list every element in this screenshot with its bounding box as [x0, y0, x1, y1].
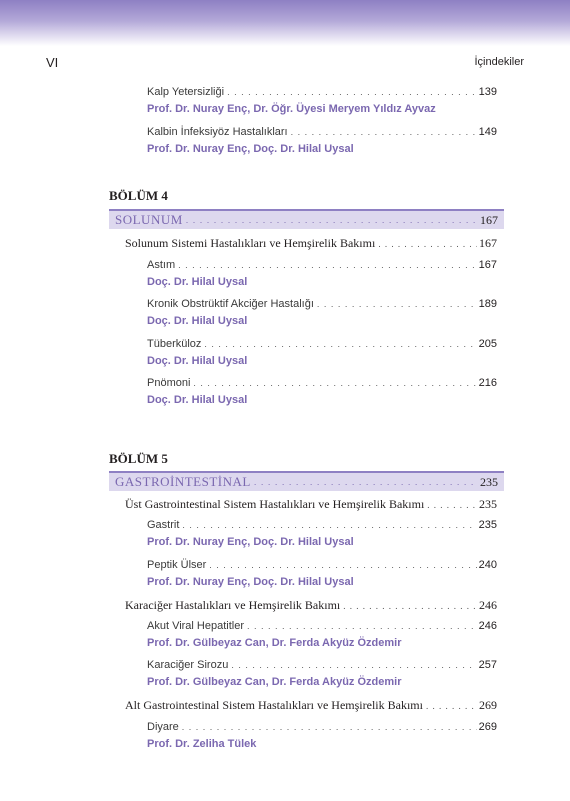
section-title: GASTROİNTESTİNAL — [115, 474, 251, 489]
dot-leader — [426, 701, 477, 711]
running-title: İçindekiler — [474, 56, 524, 68]
entry-page: 205 — [478, 338, 497, 350]
subsection-page: 167 — [479, 236, 497, 250]
entry-page: 167 — [478, 259, 497, 271]
section-page: 167 — [480, 212, 498, 227]
entry-authors: Doç. Dr. Hilal Uysal — [147, 315, 248, 327]
dot-leader — [378, 239, 477, 249]
chapter-heading: BÖLÜM 4 — [109, 188, 168, 203]
dot-leader — [227, 87, 477, 97]
dot-leader — [193, 378, 476, 388]
entry-page: 149 — [478, 126, 497, 138]
entry-authors: Prof. Dr. Zeliha Tülek — [147, 738, 257, 750]
section-page: 235 — [480, 474, 498, 489]
header-band — [0, 0, 570, 46]
dot-leader — [204, 339, 476, 349]
entry-page: 240 — [478, 559, 497, 571]
entry-title: Gastrit — [147, 519, 180, 531]
entry-title: Karaciğer Sirozu — [147, 659, 229, 671]
entry-title: Kalp Yetersizliği — [147, 86, 225, 98]
entry-authors: Doç. Dr. Hilal Uysal — [147, 394, 248, 406]
dot-leader — [427, 500, 477, 510]
section-bar[interactable] — [109, 471, 504, 491]
entry-page: 269 — [478, 721, 497, 733]
entry-title: Tüberküloz — [147, 338, 202, 350]
dot-leader — [231, 660, 476, 670]
dot-leader — [247, 621, 477, 631]
entry-page: 216 — [478, 377, 497, 389]
toc-entry[interactable] — [147, 721, 497, 750]
section-bar[interactable] — [109, 209, 504, 229]
page-number: VI — [46, 55, 59, 70]
subsection-page: 235 — [479, 497, 497, 511]
dot-leader — [178, 260, 477, 270]
toc-entry[interactable] — [147, 559, 497, 588]
toc-entry[interactable] — [147, 338, 497, 367]
toc-entry[interactable] — [147, 126, 497, 155]
subsection-title: Üst Gastrointestinal Sistem Hastalıkları ve Hemşirelik Bakımı — [125, 497, 425, 511]
entry-page: 235 — [478, 519, 497, 531]
entry-authors: Doç. Dr. Hilal Uysal — [147, 355, 248, 367]
dot-leader — [317, 299, 477, 309]
toc-entry[interactable] — [147, 86, 497, 115]
section-title: SOLUNUM — [115, 212, 183, 227]
chapter-heading: BÖLÜM 5 — [109, 451, 168, 466]
dot-leader — [291, 127, 477, 137]
entry-title: Diyare — [147, 721, 179, 733]
entry-title: Kronik Obstrüktif Akciğer Hastalığı — [147, 298, 314, 310]
toc-entry[interactable] — [147, 659, 497, 688]
dot-leader — [209, 560, 476, 570]
subsection-entry[interactable] — [125, 698, 497, 713]
toc-entry[interactable] — [147, 377, 497, 406]
entry-title: Akut Viral Hepatitler — [147, 620, 245, 632]
entry-title: Pnömoni — [147, 377, 191, 389]
toc-entry[interactable] — [147, 519, 497, 548]
entry-page: 189 — [478, 298, 497, 310]
subsection-title: Alt Gastrointestinal Sistem Hastalıkları ve Hemşirelik Bakımı — [125, 698, 423, 712]
subsection-entry[interactable] — [125, 236, 497, 251]
entry-page: 139 — [478, 86, 497, 98]
subsection-entry[interactable] — [125, 598, 497, 613]
subsection-title: Karaciğer Hastalıkları ve Hemşirelik Bakımı — [125, 598, 341, 612]
dot-leader — [254, 477, 478, 487]
entry-page: 246 — [478, 620, 497, 632]
dot-leader — [182, 722, 477, 732]
entry-authors: Prof. Dr. Nuray Enç, Doç. Dr. Hilal Uysal — [147, 143, 354, 155]
entry-authors: Doç. Dr. Hilal Uysal — [147, 276, 248, 288]
entry-title: Kalbin İnfeksiyöz Hastalıkları — [147, 126, 288, 138]
subsection-title: Solunum Sistemi Hastalıkları ve Hemşirelik Bakımı — [125, 236, 376, 250]
dot-leader — [343, 601, 477, 611]
entry-authors: Prof. Dr. Gülbeyaz Can, Dr. Ferda Akyüz Özdemir — [147, 637, 402, 649]
subsection-entry[interactable] — [125, 497, 497, 512]
toc-entry[interactable] — [147, 298, 497, 327]
entry-authors: Prof. Dr. Nuray Enç, Dr. Öğr. Üyesi Meryem Yıldız Ayvaz — [147, 103, 436, 115]
dot-leader — [186, 215, 478, 225]
entry-authors: Prof. Dr. Gülbeyaz Can, Dr. Ferda Akyüz Özdemir — [147, 676, 402, 688]
entry-authors: Prof. Dr. Nuray Enç, Doç. Dr. Hilal Uysal — [147, 536, 354, 548]
toc-entry[interactable] — [147, 259, 497, 288]
subsection-page: 269 — [479, 698, 497, 712]
toc-entry[interactable] — [147, 620, 497, 649]
subsection-page: 246 — [479, 598, 497, 612]
entry-title: Peptik Ülser — [147, 559, 207, 571]
entry-title: Astım — [147, 259, 176, 271]
entry-page: 257 — [478, 659, 497, 671]
dot-leader — [182, 520, 476, 530]
entry-authors: Prof. Dr. Nuray Enç, Doç. Dr. Hilal Uysal — [147, 576, 354, 588]
